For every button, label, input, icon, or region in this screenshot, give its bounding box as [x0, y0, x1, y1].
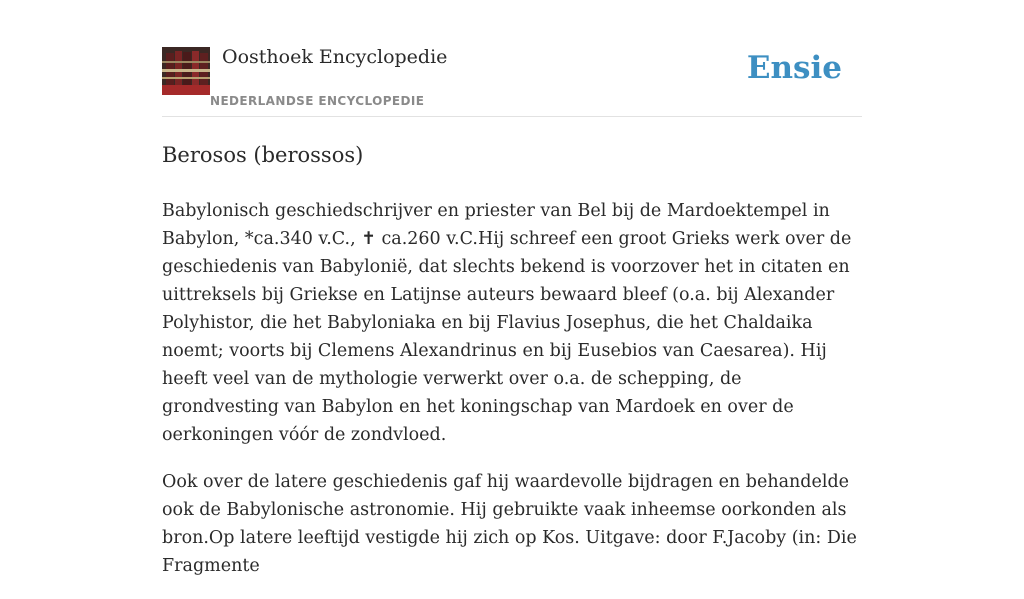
- site-subtitle: NEDERLANDSE ENCYCLOPEDIE: [210, 94, 425, 108]
- article: [162, 140, 862, 599]
- brand-logo[interactable]: Ensie: [746, 50, 842, 86]
- article-paragraph: Babylonisch geschiedschrijver en priester van Bel bij de Mardoektempel in Babylon, *ca.340 v.C., ✝ ca.260 v.C.Hij schreef een groot Grieks werk over de geschiedenis van Babylonië, dat slechts bekend is voorzover het in citaten en uittreksels bij Griekse en Latijnse auteurs bewaard bleef (o.a. bij Alexander Polyhistor, die het Babyloniaka en bij Flavius Josephus, die het Chaldaika noemt; voorts bij Clemens Alexandrinus en bij Eusebios van Caesarea). Hij heeft veel van de mythologie verwerkt over o.a. de schepping, de grondvesting van Babylon en het koningschap van Mardoek en over de oerkoningen vóór de zondvloed.: [162, 201, 852, 445]
- site-title[interactable]: Oosthoek Encyclopedie: [222, 46, 448, 68]
- article-title: Berosos (berossos): [162, 143, 364, 167]
- site-header: [162, 0, 862, 117]
- article-paragraph: Ook over de latere geschiedenis gaf hij waardevolle bijdragen en behandelde ook de Babylonische astronomie. Hij gebruikte vaak inheemse oorkonden als bron.Op latere leeftijd vestigde hij zich op Kos. Uitgave: door F.Jacoby (in: Die Fragmente: [162, 472, 857, 576]
- book-spines-icon[interactable]: [162, 47, 210, 95]
